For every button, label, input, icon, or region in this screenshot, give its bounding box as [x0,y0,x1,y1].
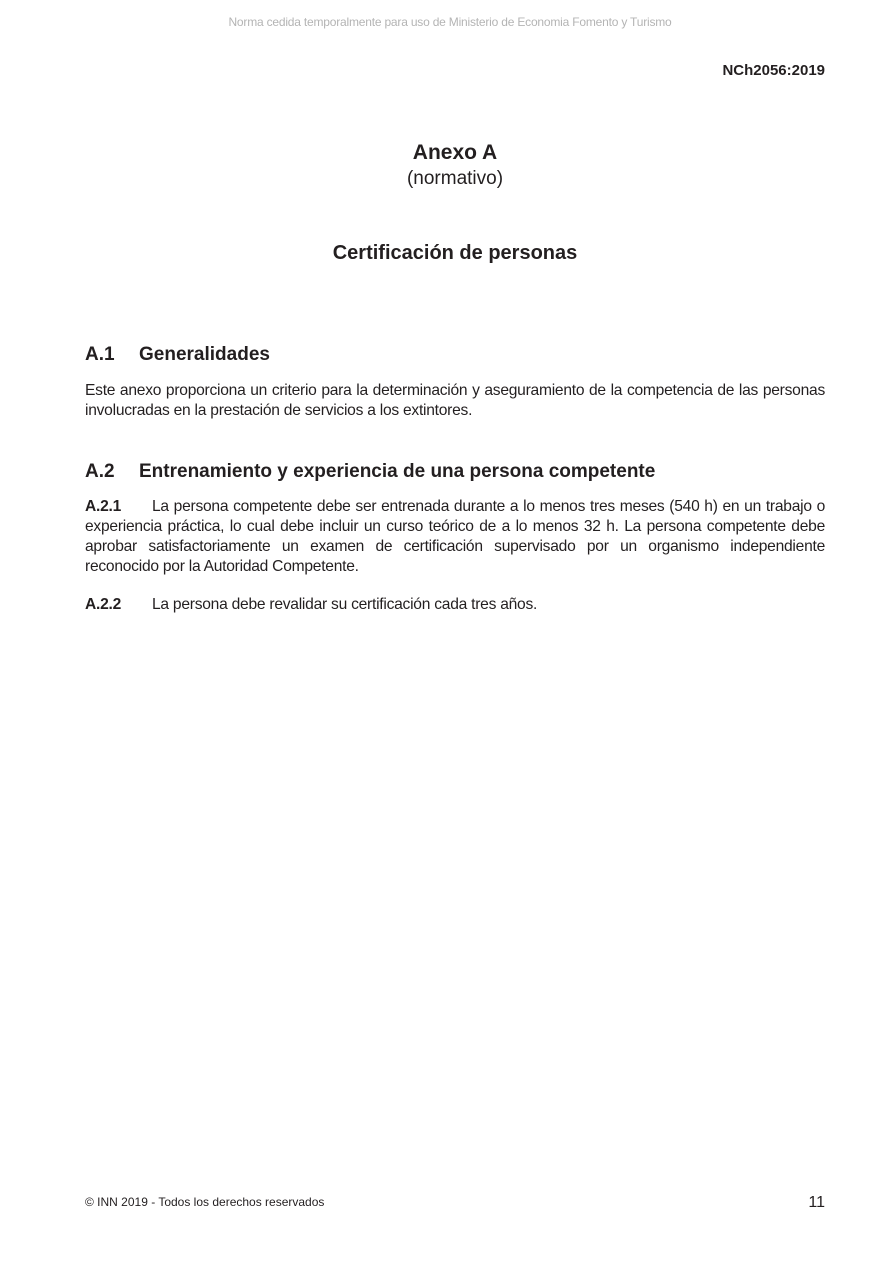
section-heading-a2 [85,461,655,483]
section-title: Entrenamiento y experiencia de una persona competente [139,461,656,482]
clause-a2-2 [85,595,825,615]
annex-heading: Certificación de personas [332,242,578,264]
document-code: NCh2056:2019 [722,62,825,79]
clause-text: La persona competente debe ser entrenada durante a lo menos tres meses (540 h) en un trabajo o experiencia práctica, lo cual debe incluir un curso teórico de a lo menos 32 h. La persona competente debe aprobar satisfactoriamente un examen de certificación supervisado por un organismo independiente reconocido por la Autoridad Competente. [85,498,825,575]
section-number: A.2 [85,461,115,482]
section-text-a1: Este anexo proporciona un criterio para la determinación y aseguramiento de la competencia de las personas involucradas en la prestación de servicios a los extintores. [85,382,825,419]
annex-title: Anexo A [412,141,498,164]
page-number: 11 [808,1194,825,1211]
annex-subtitle: (normativo) [406,168,504,189]
footer-copyright: © INN 2019 - Todos los derechos reservados [85,1195,325,1209]
section-number: A.1 [85,344,115,365]
clause-a2-1 [85,497,825,577]
watermark-text: Norma cedida temporalmente para uso de Ministerio de Economia Fomento y Turismo [228,15,672,29]
clause-text: La persona debe revalidar su certificación cada tres años. [152,596,538,613]
section-title: Generalidades [139,344,270,365]
clause-number: A.2.2 [85,596,122,613]
clause-number: A.2.1 [85,498,122,515]
section-heading-a1 [85,344,270,366]
